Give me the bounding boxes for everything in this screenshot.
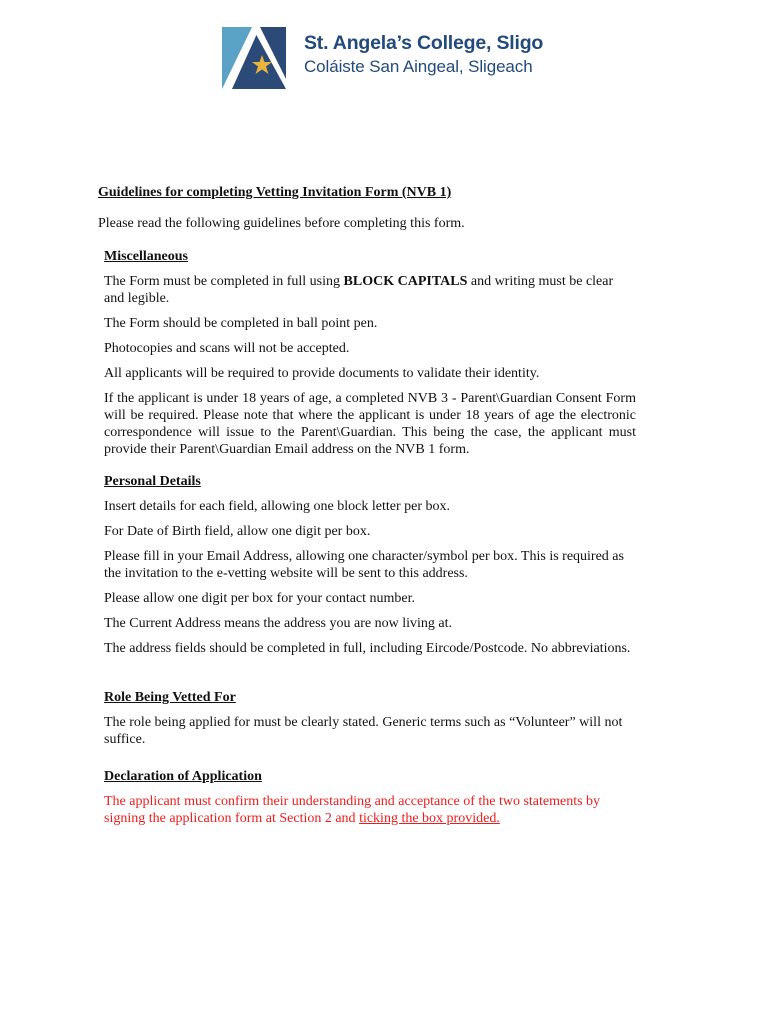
intro-text: Please read the following guidelines before completing this form. (98, 216, 465, 231)
paragraph: Insert details for each field, allowing one block letter per box. (104, 499, 450, 514)
paragraph: The Current Address means the address you are now living at. (104, 616, 452, 631)
paragraph: Please allow one digit per box for your contact number. (104, 591, 416, 606)
college-logo-icon (222, 27, 286, 89)
text-span: and writing must be clear and legible. (104, 274, 614, 306)
college-name: St. Angela’s College, Sligo (304, 32, 544, 54)
text-span: The applicant must confirm their understanding and acceptance of the two statements by signing the application form at Section 2 and (104, 794, 601, 826)
section-role (104, 689, 636, 756)
section-heading: Miscellaneous (104, 249, 188, 264)
section-heading: Declaration of Application (104, 769, 262, 784)
emphasis-text: BLOCK CAPITALS (343, 274, 468, 289)
section-heading: Personal Details (104, 474, 201, 489)
college-name-irish: Coláiste San Aingeal, Sligeach (304, 57, 533, 76)
paragraph (104, 273, 636, 307)
section-miscellaneous (104, 248, 636, 466)
paragraph: If the applicant is under 18 years of age, a completed NVB 3 - Parent\Guardian Consent Form will be required. Please note that where the applicant is under 18 years of age the electronic correspondence will issue to the Parent\Guardian. This being the case, the applicant must provide their Parent\Guardian Email address on the NVB 1 form. (104, 391, 636, 457)
college-name-block (304, 31, 543, 79)
section-personal-details (104, 473, 636, 665)
paragraph: The role being applied for must be clearly stated. Generic terms such as “Volunteer” will not suffice. (104, 715, 623, 747)
paragraph: The Form should be completed in ball point pen. (104, 316, 378, 331)
paragraph: Photocopies and scans will not be accepted. (104, 341, 350, 356)
text-span: The Form must be completed in full using (104, 274, 344, 289)
paragraph: For Date of Birth field, allow one digit per box. (104, 524, 371, 539)
section-declaration (104, 768, 636, 835)
section-heading: Role Being Vetted For (104, 690, 236, 705)
paragraph: All applicants will be required to provide documents to validate their identity. (104, 366, 540, 381)
document-title: Guidelines for completing Vetting Invitation Form (NVB 1) (98, 185, 452, 200)
college-logo (222, 27, 552, 89)
paragraph: Please fill in your Email Address, allowing one character/symbol per box. This is required as the invitation to the e-vetting website will be sent to this address. (104, 549, 624, 581)
paragraph: The address fields should be completed in full, including Eircode/Postcode. No abbreviations. (104, 641, 631, 656)
paragraph (104, 793, 636, 827)
underlined-text: ticking the box provided. (359, 811, 500, 826)
